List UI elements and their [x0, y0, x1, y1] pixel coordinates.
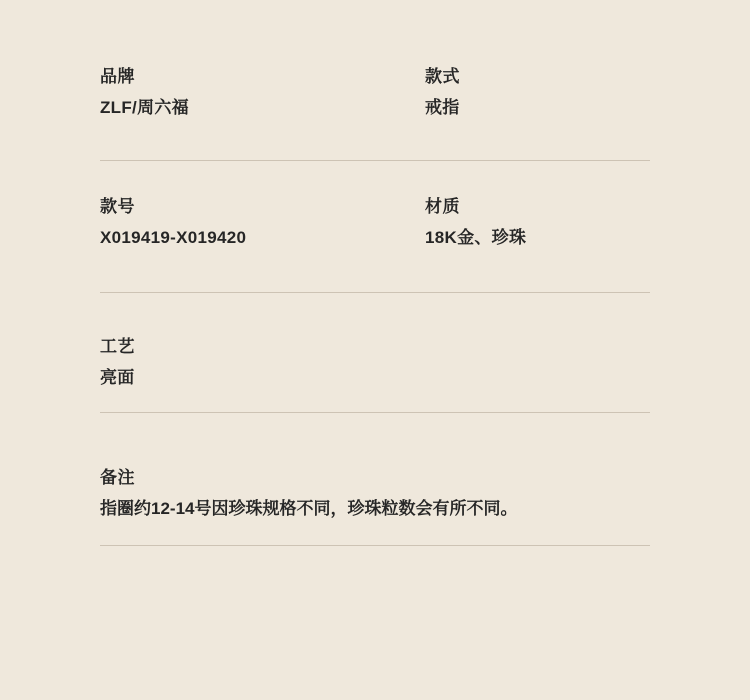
spec-row — [100, 334, 650, 392]
spec-value: ZLF/周六福 — [100, 98, 189, 117]
spec-field-craft — [100, 334, 650, 392]
spec-value: 18K金、珍珠 — [425, 228, 527, 247]
spec-label: 款式 — [425, 67, 460, 86]
spec-field-model-number — [100, 194, 425, 252]
spec-field-style — [425, 64, 650, 122]
spec-label: 款号 — [100, 197, 135, 216]
spec-label: 品牌 — [100, 67, 135, 86]
row-divider — [100, 160, 650, 161]
spec-row — [100, 465, 650, 523]
spec-row — [100, 64, 650, 122]
row-divider — [100, 292, 650, 293]
spec-value: X019419-X019420 — [100, 228, 247, 247]
spec-label: 工艺 — [100, 337, 135, 356]
spec-value: 戒指 — [425, 98, 460, 117]
row-divider — [100, 545, 650, 546]
spec-field-brand — [100, 64, 425, 122]
spec-label: 备注 — [100, 468, 135, 487]
spec-field-material — [425, 194, 650, 252]
spec-label: 材质 — [425, 197, 460, 216]
spec-value: 指圈约12-14号因珍珠规格不同，珍珠粒数会有所不同。 — [100, 499, 518, 518]
spec-row — [100, 194, 650, 252]
row-divider — [100, 412, 650, 413]
spec-field-remark — [100, 465, 650, 523]
spec-value: 亮面 — [100, 368, 135, 387]
